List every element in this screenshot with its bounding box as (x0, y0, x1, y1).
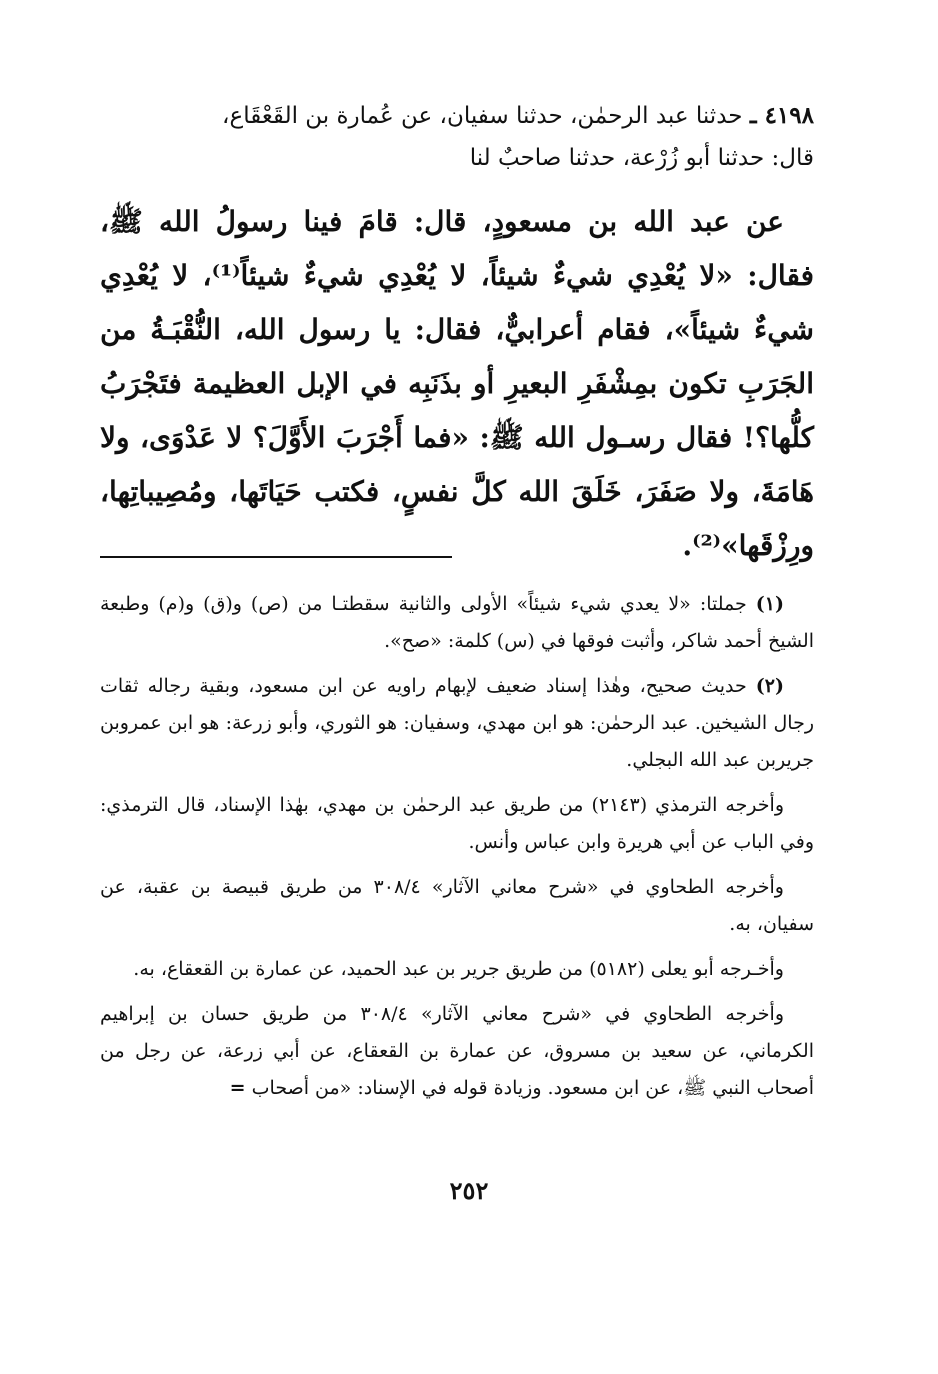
hadith-number: ٤١٩٨ ـ (749, 102, 814, 129)
footnote-text: جملتا: «لا يعدي شيء شيئاً» الأولى والثانية سقطتـا من (ص) و(ق) و(م) وطبعة الشيخ أحمد شاكر، وأثبت فوقها في (س) كلمة: «صح». (100, 593, 814, 652)
isnad-text-1: حدثنا عبد الرحمٰن، حدثنا سفيان، عن عُمارة بن القَعْقَاع، (222, 103, 743, 129)
footnote-text: وأخرجه الطحاوي في «شرح معاني الآثار» ٣٠٨/٤ من طريق حسان بن إبراهيم الكرماني، عن سعيد بن مسروق، عن عمارة بن القعقاع، عن أبي زرعة، عن رجل من أصحاب النبي ﷺ، عن ابن مسعود. وزيادة قوله في الإسناد: «من أصحاب (100, 1003, 814, 1099)
main-text (100, 95, 814, 573)
isnad-line-1 (100, 95, 814, 137)
footnote-2-paragraph-4: وأخـرجه أبو يعلى (٥١٨٢) من طريق جرير بن عبد الحميد، عن عمارة بن القعقاع، به. (133, 958, 784, 980)
footnote-2-paragraph-5 (100, 996, 814, 1107)
footnote-2-paragraph-3: وأخرجه الطحاوي في «شرح معاني الآثار» ٣٠٨/٤ من طريق قبيصة بن عقبة، عن سفيان، به. (100, 876, 814, 935)
footnote-number: (٢) (755, 675, 784, 697)
footnotes (100, 586, 814, 1115)
matn-text: عن عبد الله بن مسعودٍ، قال: قامَ فينا رسولُ الله ﷺ، فقال: «لا يُعْدِي شيءٌ شيئاً، لا يُعْدِي شيءٌ شيئاً⁽¹⁾، لا يُعْدِي شيءٌ شيئاً»، فقام أعرابيٌّ، فقال: يا رسول الله، النُّقْبَـةُ من الجَرَبِ تكون بمِشْفَرِ البعيرِ أو بذَنَبِه في الإبل العظيمة فتَجْرَبُ كلُّها؟! فقال رسـول الله ﷺ: «فما أَجْرَبَ الأَوَّلَ؟ لا عَدْوَى، ولا هَامَةَ، ولا صَفَرَ، خَلَقَ الله كلَّ نفسٍ، فكتب حَيَاتَها، ومُصِيباتِها، ورِزْقَها»⁽²⁾. (100, 205, 815, 562)
matn (100, 195, 814, 573)
footnote-number: (١) (755, 593, 784, 615)
footnote-separator (100, 556, 452, 558)
footnote-2 (100, 668, 814, 779)
footnote-2-paragraph-2: وأخرجه الترمذي (٢١٤٣) من طريق عبد الرحمٰن بن مهدي، بهٰذا الإسناد، قال الترمذي: وفي الباب عن أبي هريرة وابن عباس وأنس. (100, 794, 814, 853)
continuation-mark: = (229, 1077, 246, 1099)
footnote-1 (100, 586, 814, 660)
isnad-line-2: قال: حدثنا أبو زُرْعة، حدثنا صاحبٌ لنا (469, 145, 814, 171)
footnote-text: حديث صحيح، وهٰذا إسناد ضعيف لإبهام راويه عن ابن مسعود، وبقية رجاله ثقات رجال الشيخين. عبد الرحمٰن: هو ابن مهدي، وسفيان: هو الثوري، وأبو زرعة: هو ابن عمروبن جريربن عبد الله البجلي. (100, 675, 814, 771)
page-number: ٢٥٢ (449, 1176, 489, 1205)
